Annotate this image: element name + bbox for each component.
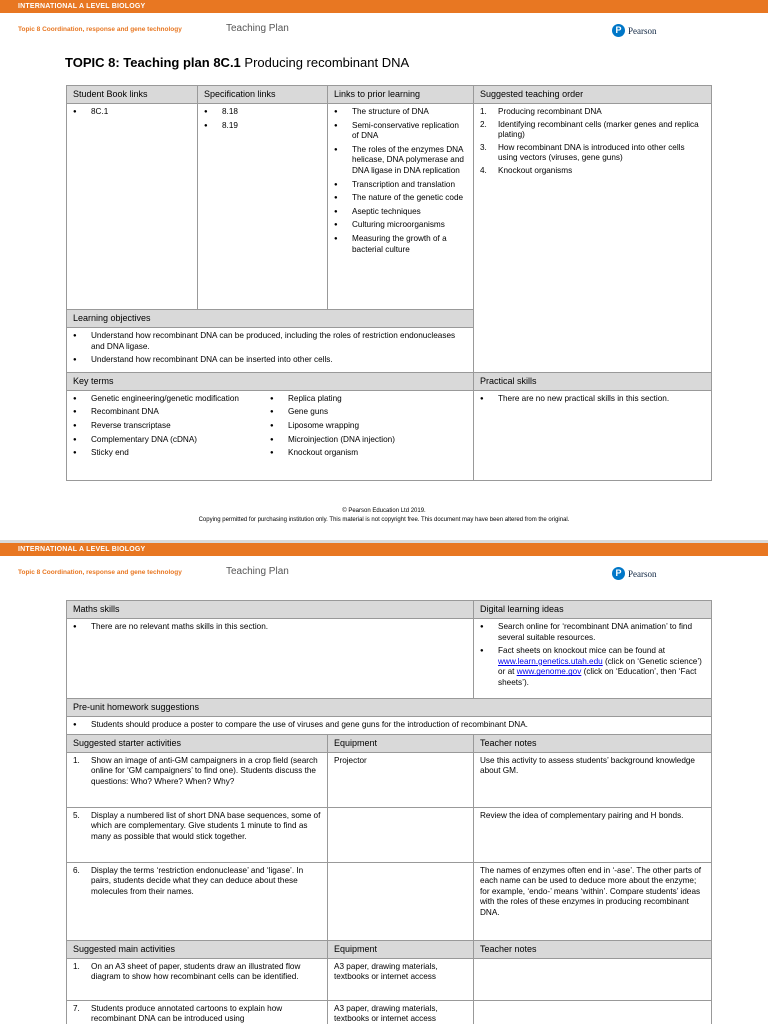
list-item: ● Sticky end xyxy=(73,448,258,459)
page-2 xyxy=(0,543,768,1024)
order-header: Suggested teaching order xyxy=(474,86,712,104)
student-book-cell xyxy=(67,104,198,310)
list-item: ● There are no relevant maths skills in this section. xyxy=(73,622,467,633)
prior-header: Links to prior learning xyxy=(328,86,474,104)
list-item: ● 8.19 xyxy=(204,121,321,132)
student-book-header: Student Book links xyxy=(67,86,198,104)
equipment-cell: A3 paper, drawing materials, textbooks or internet access xyxy=(328,1000,474,1024)
pearson-logo xyxy=(612,567,657,580)
teaching-plan-label: Teaching Plan xyxy=(226,23,289,34)
plan-table-2 xyxy=(66,600,712,1024)
footer-line-1: © Pearson Education Ltd 2019. xyxy=(342,508,426,514)
list-item: ● Semi-conservative replication of DNA xyxy=(334,121,467,142)
page-header xyxy=(0,13,768,49)
notes-cell xyxy=(474,958,712,1000)
list-item: 1. Producing recombinant DNA xyxy=(480,107,602,116)
list-item: 6. Display the terms ‘restriction endonuclease’ and ‘ligase’. In pairs, students decide what they can deduce about these molecules from their names. xyxy=(73,865,304,896)
table-row xyxy=(67,1000,712,1024)
plan-table xyxy=(66,85,712,481)
list-item: ● Transcription and translation xyxy=(334,180,467,191)
teaching-plan-label: Teaching Plan xyxy=(226,566,289,577)
practical-cell xyxy=(474,390,712,480)
list-item: ● 8C.1 xyxy=(73,107,191,118)
maths-header: Maths skills xyxy=(67,601,474,619)
list-item: ● Complementary DNA (cDNA) xyxy=(73,435,258,446)
notes-cell: The names of enzymes often end in ‘-ase’. The other parts of each name can be used to deduce more about the enzyme; for example, ‘endo-’ means ‘within’. Compare students’ ideas with the roles of these enzymes in producing recombinant DNA. xyxy=(474,862,712,940)
page-title xyxy=(65,55,409,70)
objectives-header: Learning objectives xyxy=(67,310,474,328)
notes-header: Teacher notes xyxy=(474,940,712,958)
list-item: ● The structure of DNA xyxy=(334,107,467,118)
main-header: Suggested main activities xyxy=(67,940,328,958)
page-header xyxy=(0,556,768,592)
list-item: ● Microinjection (DNA injection) xyxy=(270,435,467,446)
list-item: ● Knockout organism xyxy=(270,448,467,459)
notes-header: Teacher notes xyxy=(474,734,712,752)
notes-cell: Review the idea of complementary pairing and H bonds. xyxy=(474,807,712,862)
list-item: ● Liposome wrapping xyxy=(270,421,467,432)
pearson-wordmark: Pearson xyxy=(628,568,657,579)
link-genome-gov[interactable]: www.genome.gov xyxy=(516,667,582,677)
equipment-cell: Projector xyxy=(328,752,474,807)
equipment-header: Equipment xyxy=(328,940,474,958)
table-row xyxy=(67,958,712,1000)
equipment-cell xyxy=(328,862,474,940)
starter-header: Suggested starter activities xyxy=(67,734,328,752)
prior-cell xyxy=(328,104,474,310)
list-item: ● Genetic engineering/genetic modification xyxy=(73,394,258,405)
digital-header: Digital learning ideas xyxy=(474,601,712,619)
list-item: 1. On an A3 sheet of paper, students draw an illustrated flow diagram to show how recombinant cells can be identified. xyxy=(73,961,301,982)
copyright-footer xyxy=(0,507,768,525)
equipment-cell: A3 paper, drawing materials, textbooks or internet access xyxy=(328,958,474,1000)
list-item: ● Measuring the growth of a bacterial culture xyxy=(334,234,467,255)
practical-header: Practical skills xyxy=(474,372,712,390)
header-bar: INTERNATIONAL A LEVEL BIOLOGY xyxy=(0,543,768,556)
list-item: 7. Students produce annotated cartoons to explain how recombinant DNA can be introduced using xyxy=(73,1003,283,1024)
list-item: 1. Show an image of anti-GM campaigners in a crop field (search online for ‘GM campaigners’ to find one). Students discuss the questions: Who? Where? When? Why? xyxy=(73,755,318,786)
digital-cell xyxy=(474,619,712,699)
title-bold: TOPIC 8: Teaching plan 8C.1 xyxy=(65,55,241,70)
list-item: ● Fact sheets on knockout mice can be found at www.learn.genetics.utah.edu (click on ‘Genetic science’) or at www.genome.gov (click on ‘Education’, then ‘Fact sheets’). xyxy=(480,646,705,688)
homework-cell xyxy=(67,717,712,735)
equipment-cell xyxy=(328,807,474,862)
table-row xyxy=(67,752,712,807)
topic-line: Topic 8 Coordination, response and gene technology xyxy=(18,26,182,33)
spec-header: Specification links xyxy=(198,86,328,104)
notes-cell: Use this activity to assess students’ background knowledge about GM. xyxy=(474,752,712,807)
list-item: ● Understand how recombinant DNA can be produced, including the roles of restriction endonucleases and DNA ligase. xyxy=(73,331,467,352)
list-item: ● Culturing microorganisms xyxy=(334,220,467,231)
maths-cell xyxy=(67,619,474,699)
header-bar: INTERNATIONAL A LEVEL BIOLOGY xyxy=(0,0,768,13)
pearson-logo-icon: P xyxy=(612,24,625,37)
footer-line-2: Copying permitted for purchasing institution only. This material is not copyright free. This document may have been altered from the original. xyxy=(198,517,570,523)
pearson-logo xyxy=(612,24,657,37)
list-item: 3. How recombinant DNA is introduced into other cells using vectors (viruses, gene guns) xyxy=(480,142,685,163)
list-item: ● Aseptic techniques xyxy=(334,207,467,218)
list-item: 5. Display a numbered list of short DNA base sequences, some of which are complementary. Give students 1 minute to find as many as possible that would stick together. xyxy=(73,810,321,841)
list-item: ● The nature of the genetic code xyxy=(334,193,467,204)
list-item: ● The roles of the enzymes DNA helicase, DNA polymerase and DNA ligase in DNA replication xyxy=(334,145,467,177)
list-item: ● 8.18 xyxy=(204,107,321,118)
list-item: ● Recombinant DNA xyxy=(73,407,258,418)
table-row xyxy=(67,862,712,940)
title-rest: Producing recombinant DNA xyxy=(244,55,410,70)
notes-cell xyxy=(474,1000,712,1024)
list-item: ● Understand how recombinant DNA can be inserted into other cells. xyxy=(73,355,467,366)
list-item: 4. Knockout organisms xyxy=(480,165,573,175)
topic-line: Topic 8 Coordination, response and gene technology xyxy=(18,569,182,576)
objectives-cell xyxy=(67,328,474,373)
list-item: 2. Identifying recombinant cells (marker genes and replica plating) xyxy=(480,119,699,140)
key-terms-cell xyxy=(67,390,474,480)
equipment-header: Equipment xyxy=(328,734,474,752)
list-item: ● There are no new practical skills in this section. xyxy=(480,394,705,405)
link-learn-genetics[interactable]: www.learn.genetics.utah.edu xyxy=(498,656,603,666)
pearson-wordmark: Pearson xyxy=(628,25,657,36)
spec-cell xyxy=(198,104,328,310)
list-item: ● Gene guns xyxy=(270,407,467,418)
list-item: ● Search online for ‘recombinant DNA animation’ to find several suitable resources. xyxy=(480,622,705,643)
list-item: ● Reverse transcriptase xyxy=(73,421,258,432)
pearson-logo-icon: P xyxy=(612,567,625,580)
list-item: ● Replica plating xyxy=(270,394,467,405)
table-row xyxy=(67,807,712,862)
key-terms-header: Key terms xyxy=(67,372,474,390)
list-item: ● Students should produce a poster to compare the use of viruses and gene guns for the introduction of recombinant DNA. xyxy=(73,720,705,731)
order-cell xyxy=(474,104,712,373)
homework-header: Pre-unit homework suggestions xyxy=(67,699,712,717)
